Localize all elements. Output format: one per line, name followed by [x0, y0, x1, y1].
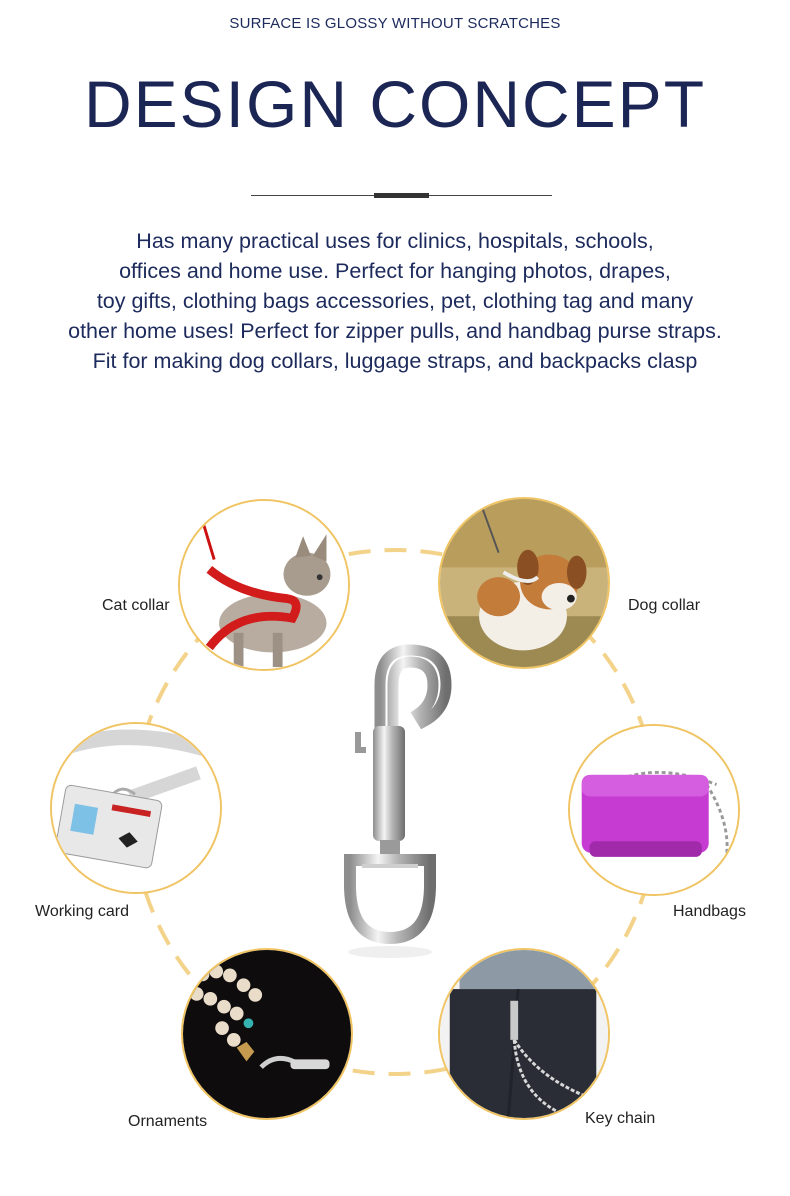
handbags-photo	[568, 724, 740, 896]
use-label-working-card: Working card	[35, 903, 129, 920]
key-chain-photo	[438, 948, 610, 1120]
use-label-ornaments: Ornaments	[128, 1113, 208, 1130]
description-line: Fit for making dog collars, luggage straps, and backpacks clasp	[92, 349, 698, 373]
description-line: Has many practical uses for clinics, hospitals, schools,	[136, 229, 654, 253]
description-line: offices and home use. Perfect for hanging photos, drapes,	[119, 259, 671, 283]
subtitle: SURFACE IS GLOSSY WITHOUT SCRATCHES	[229, 15, 561, 32]
snap-hook-product	[318, 640, 468, 970]
use-label-handbags: Handbags	[673, 903, 746, 920]
use-label-key-chain: Key chain	[585, 1110, 656, 1127]
description-line: other home uses! Perfect for zipper pulls, and handbag purse straps.	[68, 319, 722, 343]
ornaments-photo	[181, 948, 353, 1120]
use-label-dog-collar: Dog collar	[628, 597, 701, 614]
page-title: DESIGN CONCEPT	[83, 67, 707, 141]
working-card-photo	[50, 722, 222, 894]
use-label-cat-collar: Cat collar	[102, 597, 170, 614]
description-line: toy gifts, clothing bags accessories, pet, clothing tag and many	[96, 289, 694, 313]
